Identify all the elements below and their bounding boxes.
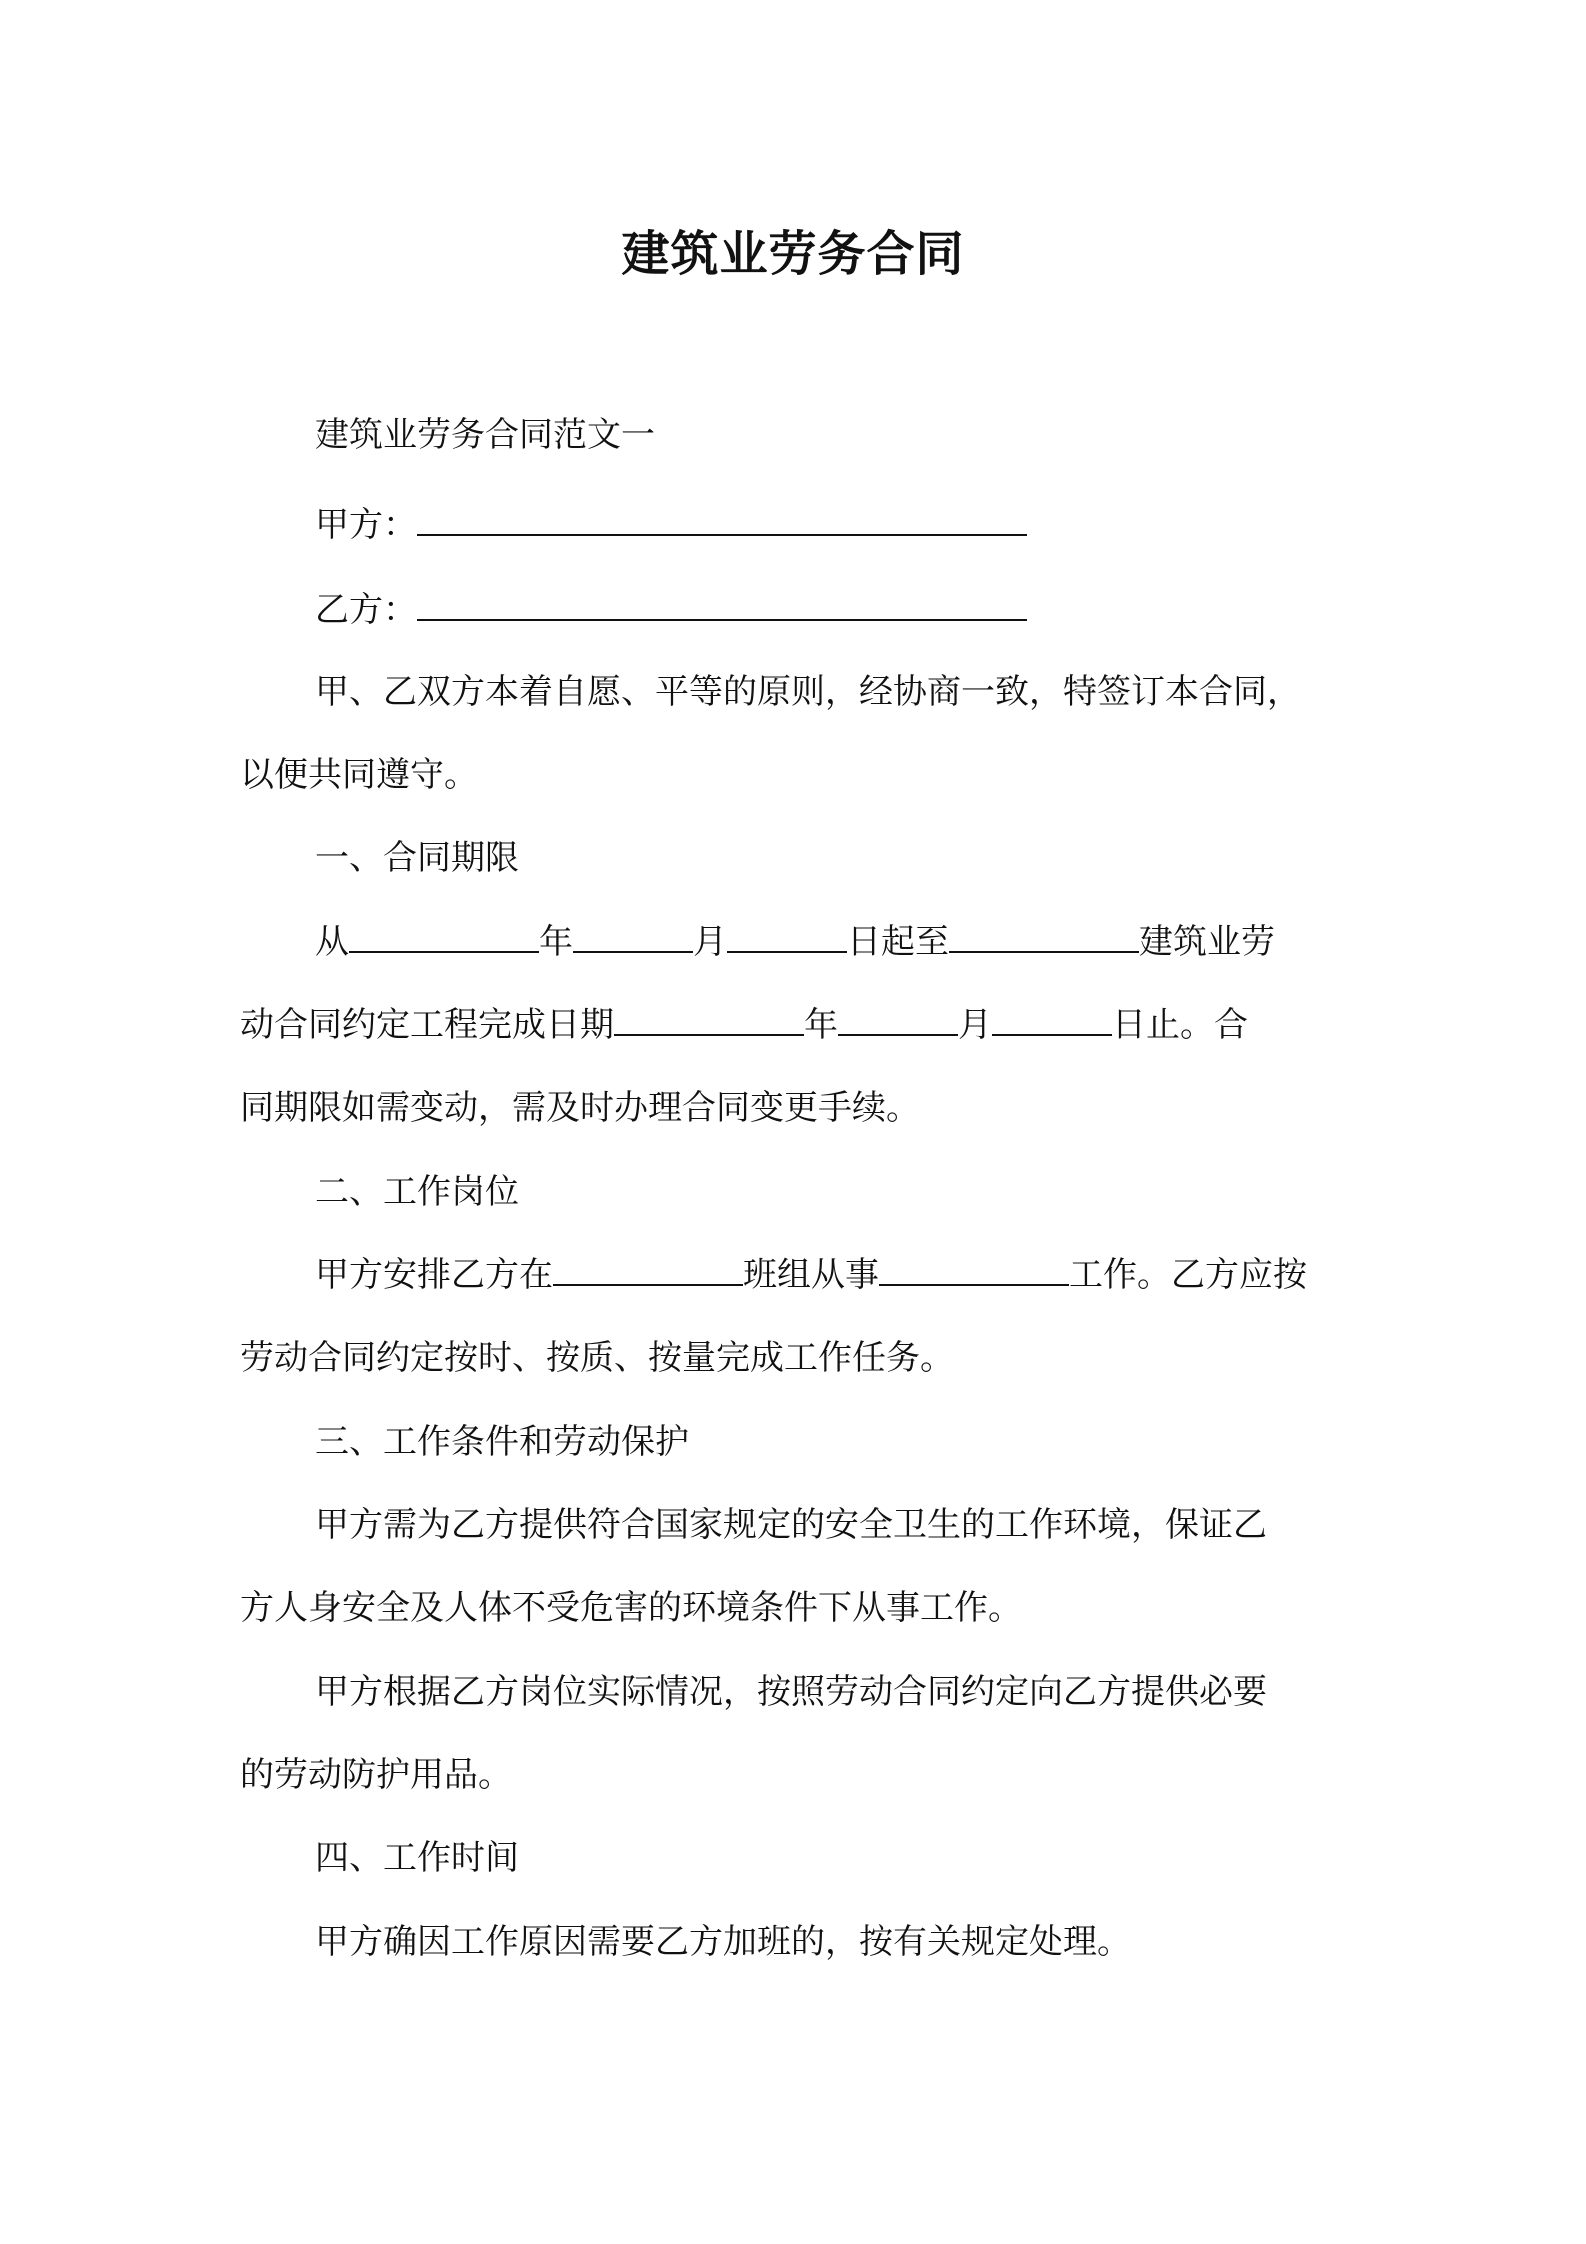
intro-line-2: 以便共同遵守。 xyxy=(240,755,478,795)
party-b-blank[interactable] xyxy=(417,591,1027,621)
section-4-line-1: 甲方确因工作原因需要乙方加班的，按有关规定处理。 xyxy=(315,1922,1131,1962)
party-a-line xyxy=(315,505,1360,545)
contract-name-blank[interactable] xyxy=(949,923,1139,953)
text-work-should: 工作。乙方应按 xyxy=(1069,1255,1307,1295)
text-from: 从 xyxy=(315,922,349,962)
section-3-para-1-line-1: 甲方需为乙方提供符合国家规定的安全卫生的工作环境，保证乙 xyxy=(315,1505,1267,1545)
text-completion-date: 动合同约定工程完成日期 xyxy=(240,1005,614,1045)
section-3-para-1-line-2: 方人身安全及人体不受危害的环境条件下从事工作。 xyxy=(240,1588,1022,1628)
end-month-blank[interactable] xyxy=(838,1006,958,1036)
section-4-heading: 四、工作时间 xyxy=(315,1838,519,1878)
text-day-end: 日止。合 xyxy=(1112,1005,1248,1045)
section-1-line-2 xyxy=(240,1005,1360,1045)
section-2-line-1 xyxy=(315,1255,1360,1295)
party-a-label: 甲方： xyxy=(315,505,417,545)
text-labor: 建筑业劳 xyxy=(1139,922,1275,962)
section-3-para-2-line-1: 甲方根据乙方岗位实际情况，按照劳动合同约定向乙方提供必要 xyxy=(315,1672,1267,1712)
party-a-blank[interactable] xyxy=(417,506,1027,536)
section-1-heading: 一、合同期限 xyxy=(315,838,519,878)
text-month: 月 xyxy=(693,922,727,962)
text-arrange: 甲方安排乙方在 xyxy=(315,1255,553,1295)
party-b-line xyxy=(315,590,1360,630)
intro-line-1: 甲、乙双方本着自愿、平等的原则，经协商一致，特签订本合同， xyxy=(315,672,1301,712)
section-2-line-2: 劳动合同约定按时、按质、按量完成工作任务。 xyxy=(240,1338,954,1378)
text-team-engage: 班组从事 xyxy=(743,1255,879,1295)
end-year-blank[interactable] xyxy=(614,1006,804,1036)
start-year-blank[interactable] xyxy=(349,923,539,953)
page-title: 建筑业劳务合同 xyxy=(621,226,965,282)
section-2-heading: 二、工作岗位 xyxy=(315,1172,519,1212)
section-3-para-2-line-2: 的劳动防护用品。 xyxy=(240,1755,512,1795)
section-3-heading: 三、工作条件和劳动保护 xyxy=(315,1422,689,1462)
party-b-label: 乙方： xyxy=(315,590,417,630)
text-year-2: 年 xyxy=(804,1005,838,1045)
end-day-blank[interactable] xyxy=(992,1006,1112,1036)
work-type-blank[interactable] xyxy=(879,1256,1069,1286)
start-month-blank[interactable] xyxy=(573,923,693,953)
text-year: 年 xyxy=(539,922,573,962)
team-blank[interactable] xyxy=(553,1256,743,1286)
section-1-line-3: 同期限如需变动，需及时办理合同变更手续。 xyxy=(240,1088,920,1128)
text-day-until: 日起至 xyxy=(847,922,949,962)
section-1-line-1 xyxy=(315,922,1360,962)
start-day-blank[interactable] xyxy=(727,923,847,953)
subtitle: 建筑业劳务合同范文一 xyxy=(315,415,655,455)
text-month-2: 月 xyxy=(958,1005,992,1045)
